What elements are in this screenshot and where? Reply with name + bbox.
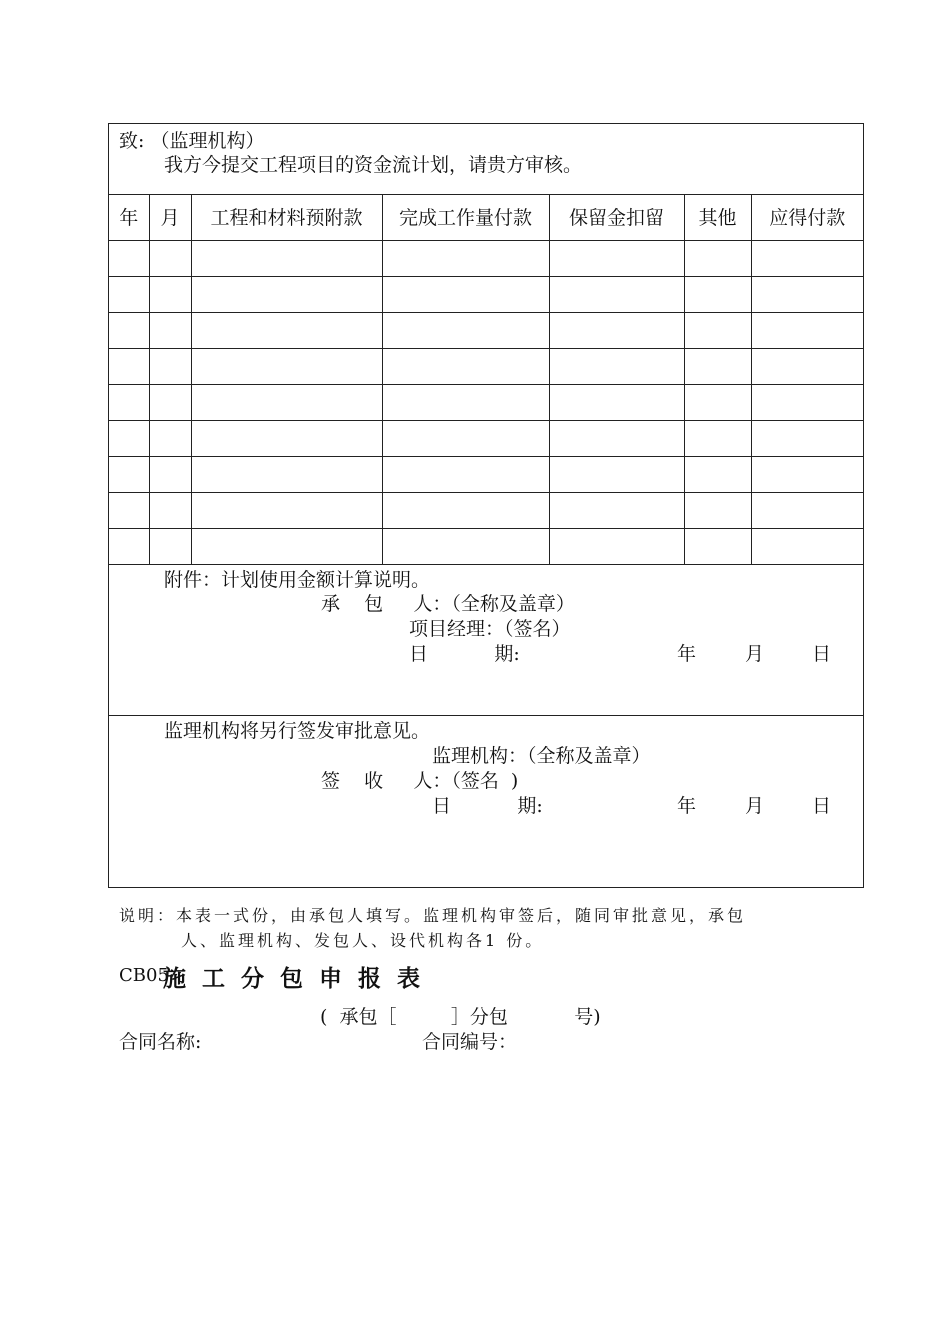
table-cell[interactable] bbox=[109, 493, 149, 529]
form-number-line: ( 承包［ ］分包 号) bbox=[320, 1006, 601, 1028]
column-header-payable: 应得付款 bbox=[751, 195, 863, 241]
date-day: 日 bbox=[812, 795, 832, 817]
table-cell[interactable] bbox=[109, 241, 149, 277]
table-cell[interactable] bbox=[684, 493, 751, 529]
table-cell[interactable] bbox=[684, 457, 751, 493]
table-cell[interactable] bbox=[382, 493, 549, 529]
table-cell[interactable] bbox=[382, 421, 549, 457]
attachment-note: 附件：计划使用金额计算说明。 bbox=[164, 569, 431, 591]
project-manager-line: 项目经理：（签名） bbox=[409, 618, 571, 640]
table-cell[interactable] bbox=[549, 385, 684, 421]
contract-name-label: 合同名称: bbox=[119, 1031, 202, 1053]
table-cell[interactable] bbox=[191, 241, 382, 277]
contract-number-label: 合同编号： bbox=[422, 1031, 518, 1053]
date-month: 月 bbox=[745, 795, 765, 817]
table-cell[interactable] bbox=[549, 349, 684, 385]
table-cell[interactable] bbox=[149, 277, 191, 313]
supervisor-section bbox=[109, 715, 863, 887]
contractor-signature-line: 承 包 人：（全称及盖章） bbox=[321, 593, 575, 615]
table-cell[interactable] bbox=[191, 277, 382, 313]
table-cell[interactable] bbox=[751, 457, 863, 493]
table-cell[interactable] bbox=[382, 529, 549, 565]
table-row bbox=[109, 385, 863, 421]
table-cell[interactable] bbox=[751, 493, 863, 529]
submission-statement: 我方今提交工程项目的资金流计划，请贵方审核。 bbox=[164, 154, 583, 176]
column-header-work-payment: 完成工作量付款 bbox=[382, 195, 549, 241]
addressee: 致: （监理机构） bbox=[119, 130, 265, 152]
table-cell[interactable] bbox=[109, 313, 149, 349]
column-header-advance-payment: 工程和材料预附款 bbox=[191, 195, 382, 241]
table-cell[interactable] bbox=[684, 241, 751, 277]
cash-flow-table bbox=[109, 195, 863, 564]
table-cell[interactable] bbox=[382, 349, 549, 385]
addressee-section bbox=[109, 124, 863, 195]
date-day: 日 bbox=[812, 643, 832, 665]
table-cell[interactable] bbox=[684, 421, 751, 457]
date-year: 年 bbox=[677, 643, 697, 665]
table-cell[interactable] bbox=[382, 277, 549, 313]
table-cell[interactable] bbox=[191, 313, 382, 349]
table-row bbox=[109, 421, 863, 457]
table-cell[interactable] bbox=[109, 529, 149, 565]
table-cell[interactable] bbox=[382, 313, 549, 349]
table-cell[interactable] bbox=[751, 241, 863, 277]
table-cell[interactable] bbox=[684, 529, 751, 565]
table-cell[interactable] bbox=[191, 493, 382, 529]
date-label: 日 期: bbox=[409, 643, 520, 665]
table-cell[interactable] bbox=[751, 421, 863, 457]
date-year: 年 bbox=[677, 795, 697, 817]
receiver-signature-line: 签 收 人：（签名 ) bbox=[321, 770, 519, 792]
table-cell[interactable] bbox=[382, 385, 549, 421]
table-cell[interactable] bbox=[149, 457, 191, 493]
table-cell[interactable] bbox=[149, 529, 191, 565]
table-cell[interactable] bbox=[751, 349, 863, 385]
table-cell[interactable] bbox=[684, 385, 751, 421]
column-header-month: 月 bbox=[149, 195, 191, 241]
table-cell[interactable] bbox=[751, 277, 863, 313]
table-cell[interactable] bbox=[149, 349, 191, 385]
cash-flow-form bbox=[108, 123, 864, 888]
table-cell[interactable] bbox=[549, 529, 684, 565]
table-cell[interactable] bbox=[149, 385, 191, 421]
supervisor-statement: 监理机构将另行签发审批意见。 bbox=[164, 720, 431, 742]
table-cell[interactable] bbox=[751, 385, 863, 421]
table-row bbox=[109, 493, 863, 529]
table-cell[interactable] bbox=[382, 457, 549, 493]
table-cell[interactable] bbox=[109, 349, 149, 385]
table-cell[interactable] bbox=[191, 349, 382, 385]
table-row bbox=[109, 241, 863, 277]
table-cell[interactable] bbox=[109, 457, 149, 493]
table-cell[interactable] bbox=[549, 313, 684, 349]
table-cell[interactable] bbox=[684, 313, 751, 349]
table-cell[interactable] bbox=[549, 241, 684, 277]
table-row bbox=[109, 349, 863, 385]
note-line-1: 说明：本表一式份，由承包人填写。监理机构审签后，随同审批意见，承包 bbox=[119, 906, 747, 925]
table-cell[interactable] bbox=[191, 457, 382, 493]
table-cell[interactable] bbox=[191, 385, 382, 421]
table-body bbox=[109, 241, 863, 565]
table-cell[interactable] bbox=[191, 421, 382, 457]
table-row bbox=[109, 457, 863, 493]
table-cell[interactable] bbox=[549, 277, 684, 313]
table-row bbox=[109, 277, 863, 313]
table-cell[interactable] bbox=[109, 277, 149, 313]
form-code: CB05 bbox=[119, 965, 169, 986]
table-cell[interactable] bbox=[149, 241, 191, 277]
table-cell[interactable] bbox=[109, 385, 149, 421]
supervisor-agency-line: 监理机构：（全称及盖章） bbox=[432, 745, 651, 767]
table-cell[interactable] bbox=[109, 421, 149, 457]
table-cell[interactable] bbox=[149, 493, 191, 529]
table-cell[interactable] bbox=[684, 349, 751, 385]
contractor-section bbox=[109, 564, 863, 715]
form-note bbox=[119, 903, 859, 953]
table-header-row bbox=[109, 195, 863, 241]
table-row bbox=[109, 529, 863, 565]
table-cell[interactable] bbox=[549, 457, 684, 493]
table-row bbox=[109, 313, 863, 349]
table-cell[interactable] bbox=[149, 421, 191, 457]
table-cell[interactable] bbox=[191, 529, 382, 565]
column-header-other: 其他 bbox=[684, 195, 751, 241]
note-line-2: 人、监理机构、发包人、设代机构各1 份。 bbox=[181, 931, 545, 950]
table-cell[interactable] bbox=[684, 277, 751, 313]
date-label: 日 期: bbox=[432, 795, 543, 817]
table-cell[interactable] bbox=[751, 529, 863, 565]
table-cell[interactable] bbox=[149, 313, 191, 349]
form-title: 施工分包申报表 bbox=[163, 965, 436, 992]
table-cell[interactable] bbox=[549, 493, 684, 529]
table-cell[interactable] bbox=[382, 241, 549, 277]
column-header-retention: 保留金扣留 bbox=[549, 195, 684, 241]
column-header-year: 年 bbox=[109, 195, 149, 241]
table-cell[interactable] bbox=[751, 313, 863, 349]
date-month: 月 bbox=[745, 643, 765, 665]
table-cell[interactable] bbox=[549, 421, 684, 457]
